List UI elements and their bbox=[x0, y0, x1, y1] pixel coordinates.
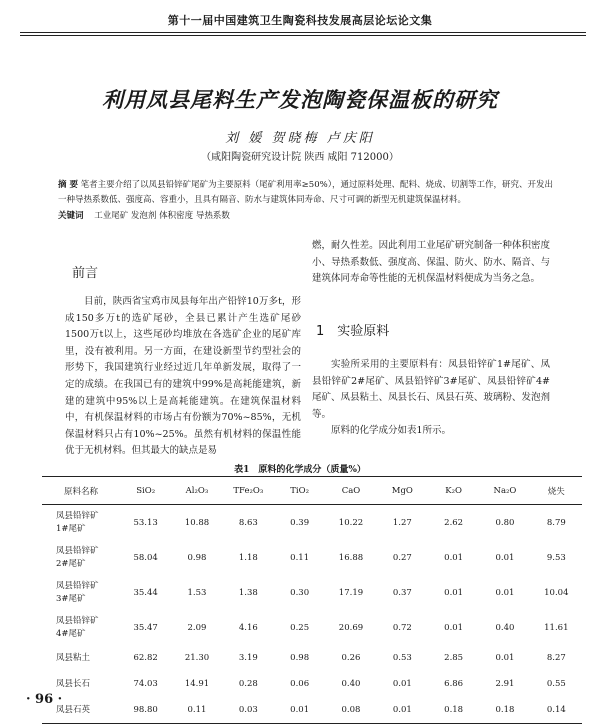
material-name-cell: 凤县石英 bbox=[42, 697, 120, 724]
value-cell: 8.63 bbox=[238, 517, 258, 528]
value-cell: 0.03 bbox=[223, 697, 274, 724]
value-cell: 0.01 bbox=[444, 552, 464, 563]
value-cell: 0.55 bbox=[546, 679, 566, 689]
material-name-cell: 凤县铅锌矿 2#尾矿 bbox=[56, 545, 99, 569]
value-cell: 11.61 bbox=[544, 622, 569, 633]
value-cell: 0.37 bbox=[392, 587, 412, 598]
table-reference-paragraph: 原料的化学成分如表1所示。 bbox=[331, 425, 452, 437]
value-cell: 0.30 bbox=[290, 587, 310, 598]
page-number: · 96 · bbox=[26, 692, 63, 707]
value-cell: 0.18 bbox=[479, 697, 530, 724]
value-cell: 0.40 bbox=[495, 622, 515, 633]
value-cell: 21.30 bbox=[184, 653, 210, 663]
header-cell: K₂O bbox=[428, 477, 479, 505]
table-row bbox=[42, 697, 582, 724]
header-cell: MgO bbox=[377, 477, 428, 505]
table-row bbox=[42, 671, 582, 697]
material-name-cell: 凤县铅锌矿 1#尾矿 bbox=[56, 510, 99, 534]
authors: 刘 媛 贺晓梅 卢庆阳 bbox=[225, 131, 375, 146]
value-cell: 10.22 bbox=[338, 517, 364, 528]
header-cell: TiO₂ bbox=[274, 477, 325, 505]
section-1-body bbox=[312, 357, 550, 440]
value-cell: 10.04 bbox=[544, 587, 569, 598]
affiliation: （咸阳陶瓷研究设计院 陕西 咸阳 712000） bbox=[201, 152, 399, 163]
value-cell: 6.86 bbox=[444, 679, 464, 689]
material-name-cell: 凤县长石 bbox=[56, 678, 91, 689]
keywords-text: 工业尾矿 发泡剂 体积密度 导热系数 bbox=[94, 211, 230, 221]
intro-paragraph: 目前，陕西省宝鸡市凤县每年出产铅锌10万多t，形成150多万t的选矿尾砂，全县已累计产生选矿尾砂1500万t以上，这些尾砂均堆放在各选矿企业的尾矿库里，没有被利用。另一方面，在建设新型节约型社会的形势下，我国建筑行业经过近几年单新发展，取得了一定的成绩。在我国已有的建筑中99%是高耗能建筑，新建的建筑中95%以上是高耗能建筑。在建筑保温材料中，有机保温材料的市场占有份额为70%~85%，无机保温材料只占有10%~25%。虽然有机材料的保温性能优于无机材料。但其最大的缺点是易 bbox=[65, 296, 301, 457]
material-name-cell: 凤县粘土 bbox=[56, 652, 91, 663]
value-cell: 16.88 bbox=[338, 552, 364, 563]
value-cell: 4.16 bbox=[238, 622, 258, 633]
value-cell: 0.14 bbox=[531, 697, 582, 724]
abstract-text: 笔者主要介绍了以凤县铅锌矿尾矿为主要原料（尾矿利用率≥50%），通过原料处理、配料、烧成、切割等工作，研究、开发出一种导热系数低、强度高、容重小，且具有隔音、防水与建筑体同寿命、尺寸可调的新型无机建筑保温材料。 bbox=[58, 180, 553, 205]
header-cell: Na₂O bbox=[479, 477, 530, 505]
continuation-paragraph: 燃，耐久性差。因此利用工业尾矿研究制备一种体积密度小、导热系数低、强度高、保温、防火、防水、隔音、与建筑体同寿命等性能的无机保温材料便成为当务之急。 bbox=[312, 240, 550, 285]
value-cell: 1.38 bbox=[238, 587, 258, 598]
material-name-cell: 凤县铅锌矿 4#尾矿 bbox=[56, 615, 99, 639]
value-cell: 1.18 bbox=[238, 552, 258, 563]
value-cell: 8.79 bbox=[546, 517, 566, 528]
right-column-continuation bbox=[312, 238, 550, 288]
value-cell: 35.47 bbox=[133, 622, 158, 633]
value-cell: 17.19 bbox=[338, 587, 364, 598]
abstract bbox=[58, 178, 558, 208]
value-cell: 0.80 bbox=[495, 517, 515, 528]
table-row bbox=[42, 575, 582, 610]
header-cell: CaO bbox=[325, 477, 376, 505]
value-cell: 58.04 bbox=[133, 552, 158, 563]
value-cell: 2.62 bbox=[444, 517, 464, 528]
section-1-heading: 1 实验原料 bbox=[316, 324, 390, 339]
value-cell: 98.80 bbox=[120, 697, 171, 724]
value-cell: 1.53 bbox=[187, 587, 207, 598]
value-cell: 1.27 bbox=[392, 517, 412, 528]
value-cell: 0.01 bbox=[444, 587, 464, 598]
value-cell: 0.40 bbox=[341, 679, 361, 689]
value-cell: 0.01 bbox=[495, 552, 515, 563]
value-cell: 0.18 bbox=[428, 697, 479, 724]
value-cell: 10.88 bbox=[184, 517, 210, 528]
value-cell: 0.26 bbox=[341, 653, 361, 663]
header-rule-top bbox=[20, 32, 586, 33]
section-intro-heading: 前言 bbox=[72, 266, 99, 281]
value-cell: 0.06 bbox=[290, 679, 310, 689]
value-cell: 2.91 bbox=[495, 679, 515, 689]
composition-table bbox=[42, 476, 582, 724]
value-cell: 0.01 bbox=[495, 587, 515, 598]
value-cell: 0.11 bbox=[290, 552, 310, 563]
header-cell: 烧失 bbox=[531, 477, 582, 505]
value-cell: 0.01 bbox=[495, 653, 515, 663]
header-cell: TFe₂O₃ bbox=[223, 477, 274, 505]
table-row bbox=[42, 505, 582, 541]
value-cell: 2.09 bbox=[187, 622, 207, 633]
intro-body bbox=[65, 294, 301, 460]
value-cell: 0.72 bbox=[392, 622, 412, 633]
value-cell: 0.25 bbox=[290, 622, 310, 633]
keywords bbox=[58, 209, 558, 221]
value-cell: 9.53 bbox=[546, 552, 566, 563]
value-cell: 0.98 bbox=[290, 653, 310, 663]
value-cell: 53.13 bbox=[133, 517, 158, 528]
value-cell: 62.82 bbox=[133, 653, 158, 663]
value-cell: 8.27 bbox=[546, 653, 566, 663]
value-cell: 0.98 bbox=[187, 552, 207, 563]
header-cell: SiO₂ bbox=[120, 477, 171, 505]
materials-paragraph: 实验所采用的主要原料有：凤县铅锌矿1#尾矿、凤县铅锌矿2#尾矿、凤县铅锌矿3#尾矿、凤县铅锌矿4#尾矿、凤县粘土、凤县长石、凤县石英、玻璃粉、发泡剂等。 bbox=[312, 359, 550, 420]
value-cell: 0.01 bbox=[377, 697, 428, 724]
value-cell: 0.27 bbox=[392, 552, 412, 563]
value-cell: 0.01 bbox=[392, 679, 412, 689]
journal-header: 第十一届中国建筑卫生陶瓷科技发展高层论坛论文集 bbox=[167, 14, 433, 27]
material-name-cell: 凤县铅锌矿 3#尾矿 bbox=[56, 580, 99, 604]
value-cell: 3.19 bbox=[238, 653, 258, 663]
table-row bbox=[42, 610, 582, 645]
keywords-label: 关键词 bbox=[58, 211, 84, 221]
value-cell: 2.85 bbox=[444, 653, 464, 663]
paper-title: 利用凤县尾料生产发泡陶瓷保温板的研究 bbox=[102, 88, 498, 112]
value-cell: 74.03 bbox=[133, 679, 158, 689]
header-rule-bottom bbox=[20, 35, 586, 36]
abstract-label: 摘 要 bbox=[58, 180, 78, 190]
value-cell: 20.69 bbox=[338, 622, 364, 633]
value-cell: 0.08 bbox=[325, 697, 376, 724]
table-header-row bbox=[42, 477, 582, 505]
value-cell: 0.11 bbox=[171, 697, 222, 724]
table-row bbox=[42, 645, 582, 671]
value-cell: 0.01 bbox=[274, 697, 325, 724]
header-cell: 原料名称 bbox=[42, 477, 120, 505]
value-cell: 0.28 bbox=[238, 679, 258, 689]
value-cell: 0.01 bbox=[444, 622, 464, 633]
value-cell: 35.44 bbox=[133, 587, 158, 598]
value-cell: 0.53 bbox=[392, 653, 412, 663]
table-row bbox=[42, 540, 582, 575]
value-cell: 0.39 bbox=[290, 517, 310, 528]
table-caption: 表1 原料的化学成分（质量%） bbox=[234, 465, 366, 475]
header-cell: Al₂O₃ bbox=[171, 477, 222, 505]
value-cell: 14.91 bbox=[184, 679, 210, 689]
